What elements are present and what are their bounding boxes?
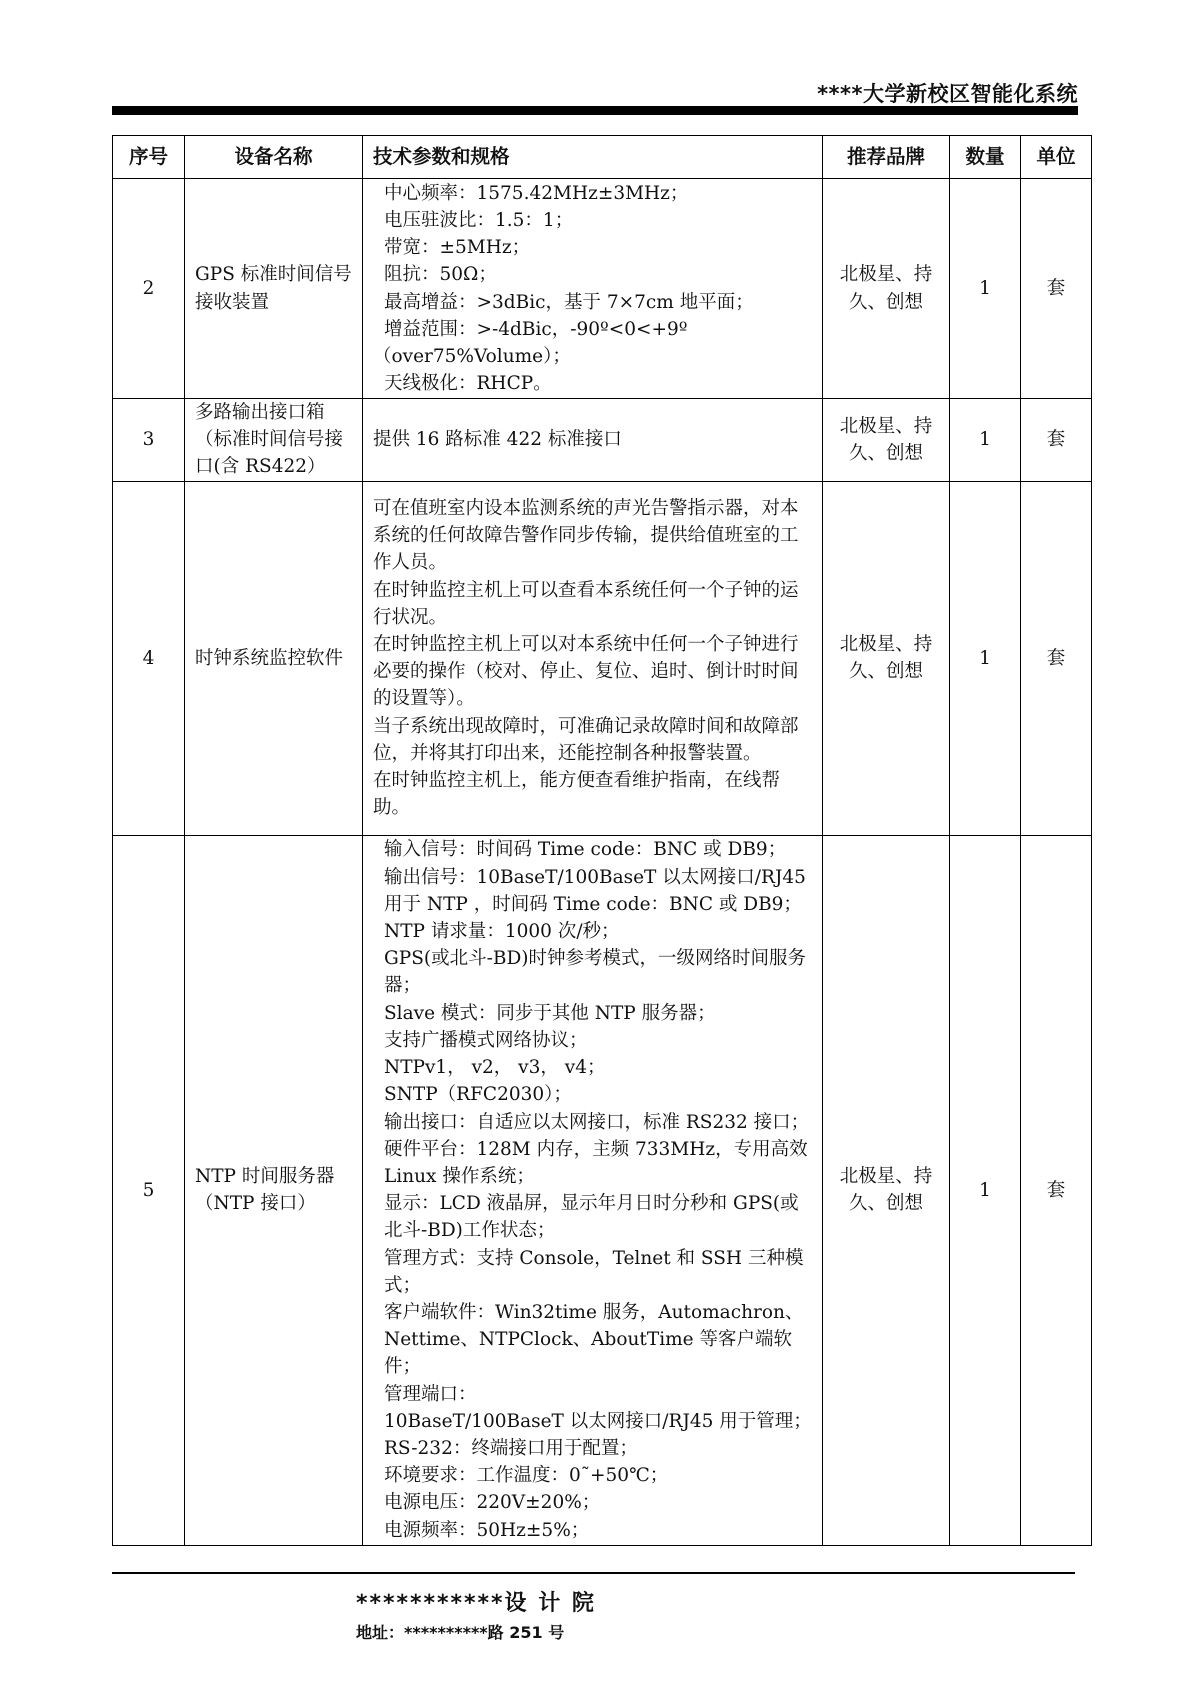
equipment-spec-table (112, 135, 1092, 1546)
table-row (113, 399, 1092, 482)
footer-company-name: ***********设 计 院 (356, 1591, 596, 1616)
spec-line: 电源频率：50Hz±5%； (384, 1519, 590, 1541)
cell-no: 2 (113, 179, 185, 399)
cell-name: 多路输出接口箱（标准时间信号接口(含 RS422） (185, 399, 363, 482)
spec-line: 增益范围：>-4dBic，-90º<0<+9º (384, 318, 688, 340)
col-header-qty: 数量 (950, 136, 1021, 179)
cell-unit: 套 (1021, 179, 1092, 399)
cell-unit: 套 (1021, 835, 1092, 1545)
spec-line: Slave 模式：同步于其他 NTP 服务器； (384, 1002, 716, 1024)
footer-address: 地址：**********路 251 号 (356, 1623, 565, 1642)
spec-line: 显示：LCD 液晶屏，显示年月日时分秒和 GPS(或北斗-BD)工作状态； (384, 1193, 799, 1242)
table-row (113, 179, 1092, 399)
cell-name: NTP 时间服务器（NTP 接口） (185, 835, 363, 1545)
cell-brand: 北极星、持久、创想 (823, 179, 950, 399)
cell-no: 4 (113, 481, 185, 835)
col-header-no: 序号 (113, 136, 185, 179)
cell-spec (363, 179, 823, 399)
col-header-unit: 单位 (1021, 136, 1092, 179)
cell-spec (363, 399, 823, 482)
spec-line: NTPv1， v2， v3， v4； (384, 1057, 606, 1079)
cell-no: 5 (113, 835, 185, 1545)
cell-brand: 北极星、持久、创想 (823, 481, 950, 835)
document-header-title: ****大学新校区智能化系统 (817, 82, 1078, 106)
cell-spec (363, 835, 823, 1545)
table-row (113, 835, 1092, 1545)
spec-line: NTP 请求量：1000 次/秒； (384, 921, 620, 943)
spec-line: 可在值班室内设本监测系统的声光告警指示器，对本系统的任何故障告警作同步传输，提供给值班室的工作人员。 (373, 497, 799, 574)
spec-line: 管理方式：支持 Console，Telnet 和 SSH 三种模式； (384, 1247, 804, 1296)
spec-line: 硬件平台：128M 内存，主频 733MHz，专用高效 Linux 操作系统； (384, 1138, 808, 1187)
cell-unit: 套 (1021, 481, 1092, 835)
cell-qty: 1 (950, 399, 1021, 482)
spec-line: 支持广播模式网络协议； (384, 1029, 588, 1051)
cell-name: GPS 标准时间信号接收装置 (185, 179, 363, 399)
col-header-brand: 推荐品牌 (823, 136, 950, 179)
cell-brand: 北极星、持久、创想 (823, 835, 950, 1545)
spec-line: （over75%Volume）； (373, 345, 571, 367)
spec-line: 当子系统出现故障时，可准确记录故障时间和故障部位，并将其打印出来，还能控制各种报警装置。 (373, 715, 799, 764)
spec-line: GPS(或北斗-BD)时钟参考模式，一级网络时间服务器； (384, 948, 807, 997)
spec-line: 输出接口：自适应以太网接口，标准 RS232 接口； (384, 1111, 810, 1133)
cell-name: 时钟系统监控软件 (185, 481, 363, 835)
spec-line: 最高增益：>3dBic，基于 7×7cm 地平面； (384, 291, 754, 313)
cell-no: 3 (113, 399, 185, 482)
spec-line: 天线极化：RHCP。 (384, 373, 552, 395)
header-rule (112, 106, 1078, 115)
spec-line: 在时钟监控主机上可以对本系统中任何一个子钟进行必要的操作（校对、停止、复位、追时、倒计时时间的设置等）。 (373, 633, 799, 710)
spec-line: 输入信号：时间码 Time code：BNC 或 DB9； (384, 839, 787, 861)
spec-line: 输出信号：10BaseT/100BaseT 以太网接口/RJ45 用于 NTP ，时间码 Time code：BNC 或 DB9； (384, 866, 806, 915)
cell-qty: 1 (950, 481, 1021, 835)
cell-qty: 1 (950, 179, 1021, 399)
spec-line: 环境要求：工作温度：0˜+50℃； (384, 1465, 669, 1487)
table-row (113, 481, 1092, 835)
spec-line: 客户端软件：Win32time 服务，Automachron、Nettime、NTPClock、AboutTime 等客户端软件； (384, 1301, 804, 1378)
table-header-row (113, 136, 1092, 179)
spec-line: 阻抗：50Ω； (384, 264, 497, 286)
spec-line: 带宽：±5MHz； (384, 237, 531, 259)
spec-line: 10BaseT/100BaseT 以太网接口/RJ45 用于管理； (384, 1410, 812, 1432)
col-header-name: 设备名称 (185, 136, 363, 179)
spec-line: 在时钟监控主机上，能方便查看维护指南，在线帮助。 (373, 769, 781, 819)
cell-qty: 1 (950, 835, 1021, 1545)
spec-line: SNTP（RFC2030）； (384, 1084, 572, 1106)
col-header-spec: 技术参数和规格 (363, 136, 823, 179)
spec-line: 电源电压：220V±20%； (384, 1492, 601, 1514)
spec-line: RS-232：终端接口用于配置； (384, 1437, 638, 1459)
cell-unit: 套 (1021, 399, 1092, 482)
cell-brand: 北极星、持久、创想 (823, 399, 950, 482)
spec-line: 在时钟监控主机上可以查看本系统任何一个子钟的运行状况。 (373, 579, 799, 628)
spec-line: 中心频率：1575.42MHz±3MHz； (384, 182, 689, 204)
footer-rule (112, 1572, 1075, 1574)
spec-line: 管理端口： (384, 1383, 477, 1405)
spec-line: 提供 16 路标准 422 标准接口 (373, 429, 622, 451)
cell-spec (363, 481, 823, 835)
spec-line: 电压驻波比：1.5：1； (384, 209, 574, 231)
